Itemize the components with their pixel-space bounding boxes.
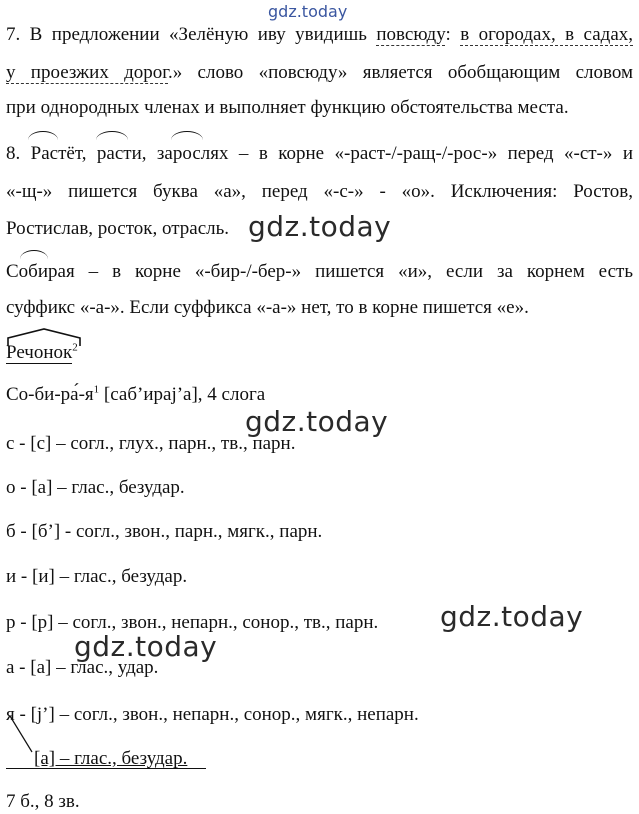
sobiraya-line1: Собирая – в корне «-бир-/-бер-» пишется «и», если за корнем есть	[6, 261, 633, 282]
rechonok-word: Речонок	[6, 342, 73, 363]
item7-line3: при однородных членах и выполняет функцию обстоятельства места.	[6, 97, 569, 118]
watermark: gdz.today	[245, 405, 389, 438]
phonetic-row: о - [а] – глас., безудар.	[6, 477, 185, 498]
item7-line2-rest: .» слово «повсюду» является обобщающим словом	[167, 62, 633, 83]
phonetic-header	[6, 384, 633, 406]
homogeneous-members: в огородах, в садах,	[460, 24, 633, 45]
rechonok-line	[6, 342, 633, 364]
phonetic-row: и - [и] – глас., безудар.	[6, 566, 188, 587]
phonetic-header-sup: 1	[93, 383, 100, 396]
phonetic-row-last: [а] – глас., безудар.	[34, 748, 188, 769]
phonetic-row: с - [с] – согл., глух., парн., тв., парн.	[6, 433, 296, 454]
watermark: gdz.today	[74, 630, 218, 663]
generalizing-word: повсюду	[376, 24, 446, 45]
phonetic-row: а - [а] – глас., удар.	[6, 657, 159, 678]
item8-line3: Ростислав, росток, отрасль.	[6, 218, 230, 239]
phonetic-row: я - [j’] – согл., звон., непарн., сонор., мягк., непарн.	[6, 704, 419, 725]
item8-line2: «-щ-» пишется буква «а», перед «-с-» - «о». Исключения: Ростов,	[6, 181, 633, 202]
homogeneous-member-3: у проезжих дорог	[6, 62, 168, 83]
rechonok-sup: 2	[72, 341, 78, 354]
watermark: gdz.today	[248, 210, 392, 243]
root-arc-rasti	[96, 131, 128, 140]
summary-divider	[6, 768, 206, 769]
sobiraya-line2: суффикс «-а-». Если суффикса «-а-» нет, то в корне пишется «е».	[6, 297, 529, 318]
watermark: gdz.today	[440, 600, 584, 633]
item7-line1-prefix: 7. В предложении «Зелёную иву увидишь	[6, 24, 377, 45]
root-arc-sobiraya	[20, 250, 48, 259]
phonetic-row: б - [б’] - согл., звон., парн., мягк., парн.	[6, 521, 323, 542]
phonetic-summary: 7 б., 8 зв.	[6, 791, 80, 812]
phonetic-header-rest: [саб’ираj’а], 4 слога	[99, 384, 266, 405]
phonetic-row	[34, 748, 187, 770]
phonetic-header-word: Со-би-ра́-я	[6, 384, 94, 405]
root-arc-rastyot	[28, 131, 58, 140]
item7-colon: :	[445, 24, 461, 45]
item7-line1	[6, 24, 633, 46]
root-arc-zaroslyah	[171, 131, 203, 140]
item8-line1: 8. Растёт, расти, зарослях – в корне «-раст-/-ращ-/-рос-» перед «-ст-» и	[6, 143, 633, 164]
item7-line2	[6, 62, 633, 84]
watermark-top: gdz.today	[268, 2, 348, 21]
phonetic-row: р - [р] – согл., звон., непарн., сонор., тв., парн.	[6, 612, 379, 633]
